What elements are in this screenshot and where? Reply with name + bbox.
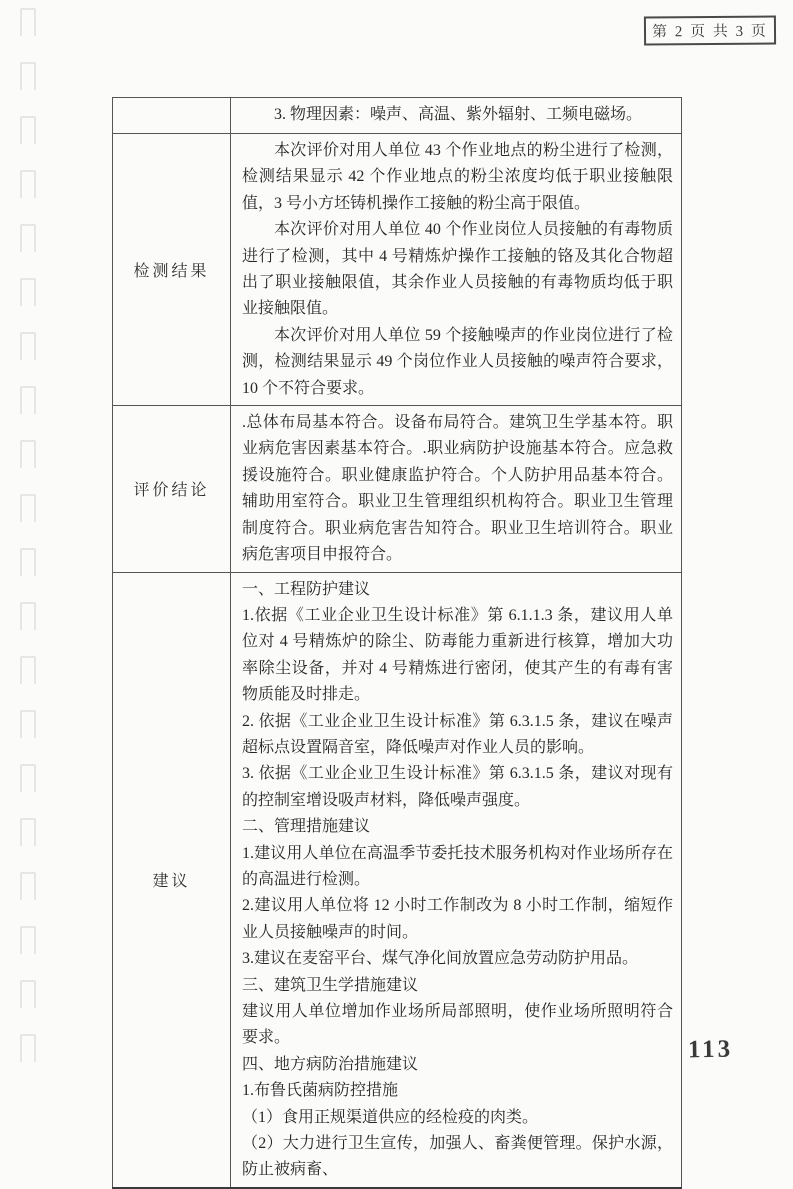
- binding-mark: [20, 170, 36, 198]
- paragraph: 1.依据《工业企业卫生设计标准》第 6.1.1.3 条，建议用人单位对 4 号精炼炉的除尘、防毒能力重新进行核算，增加大功率除尘设备，并对 4 号精炼进行密闭，使其产生的有毒有害物质能及时排走。: [242, 606, 673, 704]
- binding-mark: [20, 818, 36, 846]
- table-row: [113, 406, 682, 572]
- row-label-detection-results: 检测结果: [113, 134, 231, 406]
- binding-mark: [20, 440, 36, 468]
- binding-mark: [20, 602, 36, 630]
- table-row: [113, 98, 682, 134]
- paragraph: 1.布鲁氏菌病防控措施: [242, 1082, 399, 1100]
- paragraph: 建议用人单位增加作业场所局部照明，使作业场所照明符合要求。: [242, 1003, 673, 1047]
- paragraph: 3. 依据《工业企业卫生设计标准》第 6.3.1.5 条，建议对现有的控制室增设吸声材料，降低噪声强度。: [242, 765, 673, 809]
- paragraph: 本次评价对用人单位 43 个作业地点的粉尘进行了检测，检测结果显示 42 个作业地点的粉尘浓度均低于职业接触限值，3 号小方坯铸机操作工接触的粉尘高于限值。: [242, 142, 673, 212]
- suggestions-cell: [231, 572, 682, 1188]
- row-label-empty: [113, 98, 231, 134]
- binding-mark: [20, 62, 36, 90]
- table-row: [113, 134, 682, 406]
- detection-results-cell: [231, 134, 682, 406]
- paragraph: 三、建筑卫生学措施建议: [242, 976, 419, 994]
- paragraph: 二、管理措施建议: [242, 818, 371, 836]
- row-label-suggestions: 建议: [113, 572, 231, 1188]
- evaluation-conclusion-cell: [231, 406, 682, 572]
- row-label-evaluation-conclusion: 评价结论: [113, 406, 231, 572]
- paragraph: （2）大力进行卫生宣传，加强人、畜粪便管理。保护水源，防止被病畜、: [242, 1135, 673, 1179]
- page-header-box: [644, 16, 776, 46]
- binding-mark: [20, 116, 36, 144]
- paragraph: 1.建议用人单位在高温季节委托技术服务机构对作业场所存在的高温进行检测。: [242, 844, 673, 888]
- binding-mark: [20, 278, 36, 306]
- paragraph: 本次评价对用人单位 40 个作业岗位人员接触的有毒物质进行了检测，其中 4 号精炼炉操作工接触的铬及其化合物超出了职业接触限值，其余作业人员接触的有毒物质均低于职业接触限值。: [242, 221, 673, 318]
- table-row: [113, 572, 682, 1188]
- binding-mark: [20, 656, 36, 684]
- binding-mark: [20, 494, 36, 522]
- paragraph: 一、工程防护建议: [242, 580, 371, 598]
- binding-mark: [20, 1034, 36, 1062]
- paragraph: 3.建议在麦窑平台、煤气净化间放置应急劳动防护用品。: [242, 950, 639, 968]
- binding-mark: [20, 332, 36, 360]
- binding-mark: [20, 764, 36, 792]
- binding-mark: [20, 224, 36, 252]
- evaluation-table: [112, 97, 682, 1189]
- binding-mark: [20, 980, 36, 1008]
- page-number: 113: [687, 1035, 734, 1064]
- binding-mark: [20, 386, 36, 414]
- binding-mark: [20, 8, 36, 36]
- paragraph: 3. 物理因素：噪声、高温、紫外辐射、工频电磁场。: [274, 106, 643, 123]
- paragraph: 本次评价对用人单位 59 个接触噪声的作业岗位进行了检测，检测结果显示 49 个岗位作业人员接触的噪声符合要求，10 个不符合要求。: [242, 326, 673, 397]
- binding-mark: [20, 710, 36, 738]
- binding-mark: [20, 872, 36, 900]
- paragraph: 2. 依据《工业企业卫生设计标准》第 6.3.1.5 条，建议在噪声超标点设置隔音室，降低噪声对作业人员的影响。: [242, 712, 673, 756]
- paragraph: 2.建议用人单位将 12 小时工作制改为 8 小时工作制，缩短作业人员接触噪声的时间。: [242, 897, 673, 941]
- paragraph: （1）食用正规渠道供应的经检疫的肉类。: [242, 1108, 539, 1126]
- binding-mark: [20, 926, 36, 954]
- paragraph: .总体布局基本符合。设备布局符合。建筑卫生学基本符。职业病危害因素基本符合。.职业病防护设施基本符合。应急救援设施符合。职业健康监护符合。个人防护用品基本符合。辅助用室符合。职业卫生管理组织机构符合。职业卫生管理制度符合。职业病危害告知符合。职业卫生培训符合。职业病危害项目申报符合。: [242, 414, 673, 564]
- paragraph: 四、地方病防治措施建议: [242, 1055, 419, 1073]
- binding-mark: [20, 548, 36, 576]
- physical-factors-cell: [231, 98, 682, 134]
- page-header-text: 第 2 页 共 3 页: [652, 23, 768, 41]
